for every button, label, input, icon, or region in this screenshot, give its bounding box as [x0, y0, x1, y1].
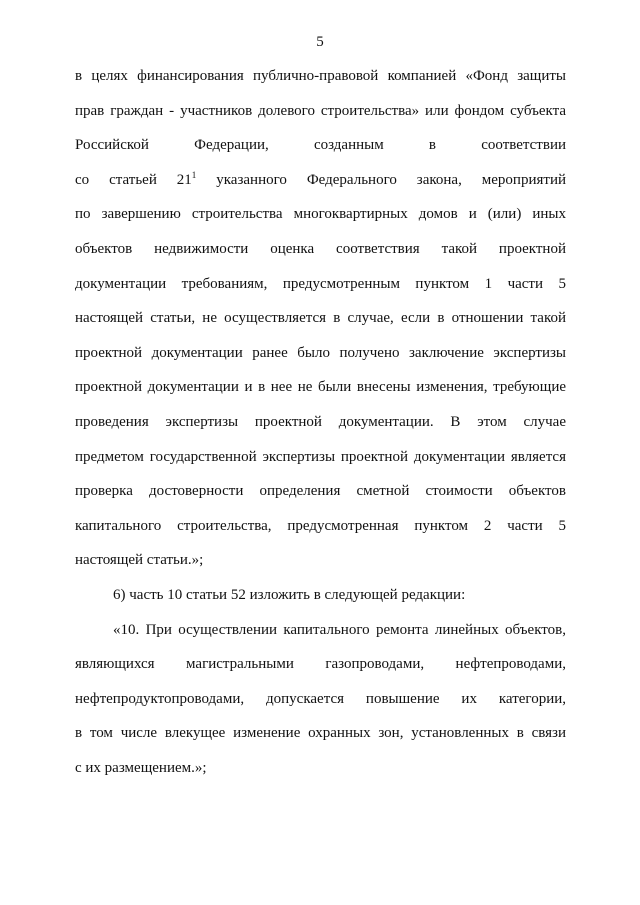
document-body — [75, 66, 566, 792]
text-line: по завершению строительства многоквартирных домов и (или) иных — [75, 206, 566, 223]
paragraph-2 — [75, 585, 566, 620]
paragraph-3 — [75, 620, 566, 793]
text-line: проектной документации и в нее не были внесены изменения, требующие — [75, 379, 566, 396]
text-line: настоящей статьи, не осуществляется в случае, если в отношении такой — [75, 310, 566, 327]
text-line: настоящей статьи.»; — [75, 552, 204, 569]
text-fragment: указанного Федерального закона, мероприятий — [196, 171, 566, 188]
text-line: в том числе влекущее изменение охранных зон, установленных в связи — [75, 725, 566, 742]
text-line: являющихся магистральными газопроводами, нефтепроводами, — [75, 656, 566, 673]
text-line: нефтепродуктопроводами, допускается повышение их категории, — [75, 690, 566, 707]
text-line: 6) часть 10 статьи 52 изложить в следующей редакции: — [113, 586, 466, 603]
text-line: прав граждан - участников долевого строительства» или фондом субъекта — [75, 102, 566, 119]
paragraph-1 — [75, 66, 566, 585]
text-fragment: со статьей 21 — [75, 171, 192, 188]
text-line: проведения экспертизы проектной документации. В этом случае — [75, 413, 566, 430]
text-line: капитального строительства, предусмотренная пунктом 2 части 5 — [75, 517, 566, 534]
text-line: объектов недвижимости оценка соответствия такой проектной — [75, 240, 566, 257]
text-line: проверка достоверности определения сметной стоимости объектов — [75, 483, 566, 500]
text-line: в целях финансирования публично-правовой компанией «Фонд защиты — [75, 68, 566, 84]
text-line: документации требованиям, предусмотренным пунктом 1 части 5 — [75, 275, 566, 292]
page-number: 5 — [316, 34, 324, 50]
text-line: Российской Федерации, созданным в соответствии — [75, 137, 566, 154]
text-line: «10. При осуществлении капитального ремонта линейных объектов, — [113, 621, 566, 638]
text-line-with-superscript — [75, 170, 566, 205]
text-line: с их размещением.»; — [75, 759, 207, 776]
text-line: предметом государственной экспертизы проектной документации является — [75, 448, 566, 465]
superscript: 1 — [191, 169, 197, 180]
text-line: проектной документации ранее было получено заключение экспертизы — [75, 344, 566, 361]
